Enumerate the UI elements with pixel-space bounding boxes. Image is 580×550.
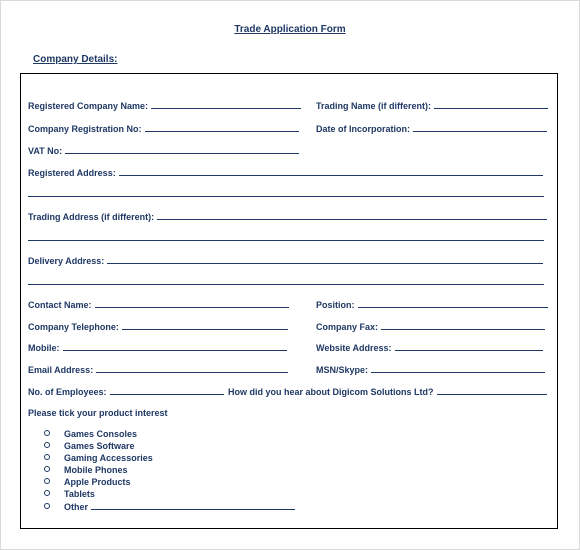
bullet-icon[interactable] — [44, 503, 50, 509]
mobile-blank[interactable] — [63, 342, 287, 351]
product-item-mobile-phones[interactable] — [44, 465, 295, 477]
registered-address-line-2[interactable] — [28, 196, 544, 197]
field-email-address — [28, 364, 288, 375]
field-contact-name — [28, 299, 289, 310]
product-label: Apple Products — [64, 477, 131, 487]
label-vat-no: VAT No: — [28, 146, 63, 156]
field-company-fax — [316, 321, 545, 332]
product-label: Mobile Phones — [64, 465, 128, 475]
label-how-did-you-hear: How did you hear about Digicom Solutions Ltd? — [228, 387, 434, 397]
product-interest-prompt-text: Please tick your product interest — [28, 408, 168, 418]
label-website-address: Website Address: — [316, 343, 392, 353]
section-heading-company-details: Company Details: — [33, 54, 118, 65]
product-interest-prompt — [28, 408, 168, 418]
product-item-games-consoles[interactable] — [44, 429, 295, 441]
label-position: Position: — [316, 300, 355, 310]
label-msn-skype: MSN/Skype: — [316, 365, 369, 375]
label-contact-name: Contact Name: — [28, 300, 92, 310]
product-label: Games Software — [64, 441, 135, 451]
msn-skype-blank[interactable] — [371, 364, 545, 373]
form-title: Trade Application Form — [234, 24, 346, 35]
field-registered-company-name — [28, 100, 301, 111]
label-trading-address: Trading Address (if different): — [28, 212, 155, 222]
email-address-blank[interactable] — [96, 364, 288, 373]
trading-address-blank[interactable] — [157, 211, 547, 220]
delivery-address-blank[interactable] — [107, 255, 543, 264]
date-of-incorporation-blank[interactable] — [413, 123, 547, 132]
field-website-address — [316, 342, 543, 353]
product-label: Gaming Accessories — [64, 453, 153, 463]
label-registered-company-name: Registered Company Name: — [28, 101, 149, 111]
label-company-fax: Company Fax: — [316, 322, 379, 332]
field-msn-skype — [316, 364, 545, 375]
field-date-of-incorporation — [316, 123, 547, 134]
product-item-games-software[interactable] — [44, 441, 295, 453]
label-no-of-employees: No. of Employees: — [28, 387, 107, 397]
no-of-employees-blank[interactable] — [110, 386, 224, 395]
field-how-did-you-hear — [228, 386, 547, 397]
label-trading-name: Trading Name (if different): — [316, 101, 432, 111]
bullet-icon[interactable] — [44, 454, 50, 460]
company-fax-blank[interactable] — [381, 321, 545, 330]
bullet-icon[interactable] — [44, 442, 50, 448]
company-registration-no-blank[interactable] — [145, 123, 299, 132]
field-company-registration-no — [28, 123, 299, 134]
label-delivery-address: Delivery Address: — [28, 256, 105, 266]
registered-address-blank[interactable] — [119, 167, 543, 176]
product-item-gaming-accessories[interactable] — [44, 453, 295, 465]
field-trading-address — [28, 211, 547, 222]
field-no-of-employees — [28, 386, 224, 397]
bullet-icon[interactable] — [44, 478, 50, 484]
product-item-tablets[interactable] — [44, 489, 295, 501]
label-email-address: Email Address: — [28, 365, 94, 375]
company-telephone-blank[interactable] — [122, 321, 288, 330]
product-label: Games Consoles — [64, 429, 138, 439]
how-did-you-hear-blank[interactable] — [437, 386, 547, 395]
product-label: Other — [64, 502, 89, 512]
field-mobile — [28, 342, 287, 353]
label-date-of-incorporation: Date of Incorporation: — [316, 124, 410, 134]
registered-company-name-blank[interactable] — [151, 100, 301, 109]
label-company-registration-no: Company Registration No: — [28, 124, 142, 134]
product-label: Tablets — [64, 489, 95, 499]
field-delivery-address — [28, 255, 543, 266]
vat-no-blank[interactable] — [65, 145, 299, 154]
field-trading-name — [316, 100, 548, 111]
bullet-icon[interactable] — [44, 490, 50, 496]
trading-address-line-2[interactable] — [28, 240, 544, 241]
position-blank[interactable] — [358, 299, 548, 308]
delivery-address-line-2[interactable] — [28, 284, 544, 285]
trading-name-blank[interactable] — [434, 100, 548, 109]
field-company-telephone — [28, 321, 288, 332]
label-registered-address: Registered Address: — [28, 168, 116, 178]
other-blank[interactable] — [91, 501, 295, 510]
bullet-icon[interactable] — [44, 430, 50, 436]
field-vat-no — [28, 145, 299, 156]
field-position — [316, 299, 548, 310]
product-list — [44, 429, 295, 513]
field-registered-address — [28, 167, 543, 178]
label-mobile: Mobile: — [28, 343, 60, 353]
website-address-blank[interactable] — [395, 342, 543, 351]
label-company-telephone: Company Telephone: — [28, 322, 119, 332]
bullet-icon[interactable] — [44, 466, 50, 472]
product-item-apple-products[interactable] — [44, 477, 295, 489]
product-item-other[interactable] — [44, 501, 295, 513]
contact-name-blank[interactable] — [95, 299, 289, 308]
